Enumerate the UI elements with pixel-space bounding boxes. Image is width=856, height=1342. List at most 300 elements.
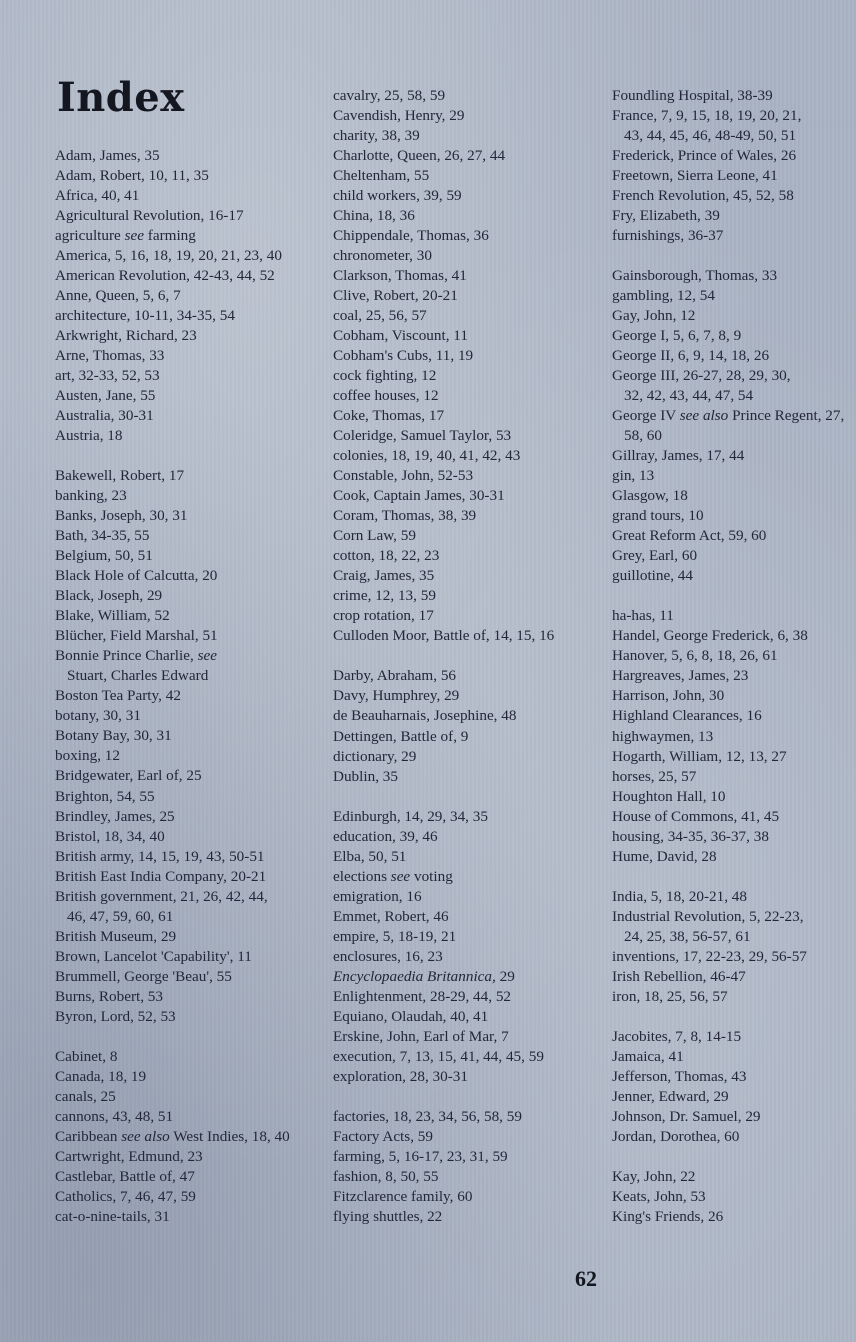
index-entry (55, 326, 325, 346)
index-entry (333, 1167, 603, 1187)
index-entry (55, 847, 325, 867)
index-entry (333, 346, 603, 366)
index-entry-text: Hargreaves, James, 23 (612, 667, 749, 685)
index-entry (612, 907, 856, 927)
index-entry (333, 727, 603, 747)
index-entry-text: ha-has, 11 (612, 607, 674, 625)
index-entry-text: Catholics, 7, 46, 47, 59 (55, 1187, 196, 1205)
index-entry-text: Elba, 50, 51 (333, 847, 407, 865)
index-entry (612, 1027, 856, 1047)
index-entry-text: Houghton Hall, 10 (612, 787, 726, 805)
index-entry-text: Hogarth, William, 12, 13, 27 (612, 747, 787, 765)
index-entry (55, 867, 325, 887)
index-entry (55, 466, 325, 486)
index-entry-text: Black Hole of Calcutta, 20 (55, 567, 218, 585)
index-column-3 (612, 86, 856, 1227)
index-entry (612, 266, 856, 286)
index-entry-text: botany, 30, 31 (55, 707, 141, 725)
index-cross-reference: see (124, 227, 144, 245)
index-entry (55, 306, 325, 326)
index-entry (333, 186, 603, 206)
index-entry-text: Industrial Revolution, 5, 22-23, (612, 907, 804, 925)
index-entry (333, 486, 603, 506)
index-entry (612, 366, 856, 386)
index-entry-text: Jacobites, 7, 8, 14-15 (612, 1027, 742, 1045)
index-entry (333, 1207, 603, 1227)
index-entry-text: horses, 25, 57 (612, 767, 697, 785)
index-entry (55, 346, 325, 366)
index-entry-text: Coke, Thomas, 17 (333, 407, 445, 425)
index-entry-text: factories, 18, 23, 34, 56, 58, 59 (333, 1107, 522, 1125)
index-entry (612, 1047, 856, 1067)
index-entry (333, 1127, 603, 1147)
index-entry-text: Clive, Robert, 20-21 (333, 287, 458, 305)
index-entry (333, 466, 603, 486)
index-entry-text: Adam, Robert, 10, 11, 35 (55, 167, 209, 185)
index-entry-text: Belgium, 50, 51 (55, 547, 153, 565)
index-entry-text: 58, 60 (624, 427, 662, 445)
index-entry-text: Agricultural Revolution, 16-17 (55, 207, 244, 225)
index-entry (333, 927, 603, 947)
index-entry-text: Bonnie Prince Charlie, (55, 647, 198, 665)
index-entry (333, 106, 603, 126)
index-entry-text: Dettingen, Battle of, 9 (333, 727, 469, 745)
index-entry-text: furnishings, 36-37 (612, 227, 724, 245)
index-entry-text: French Revolution, 45, 52, 58 (612, 187, 794, 205)
index-entry-continuation (612, 126, 856, 146)
index-entry (333, 626, 603, 646)
index-entry (333, 867, 603, 887)
index-entry-text: Foundling Hospital, 38-39 (612, 87, 773, 104)
index-entry-text: colonies, 18, 19, 40, 41, 42, 43 (333, 447, 521, 465)
index-entry (612, 626, 856, 646)
index-entry-text: Coram, Thomas, 38, 39 (333, 507, 477, 525)
index-entry (55, 486, 325, 506)
index-entry (612, 86, 856, 106)
index-entry (612, 506, 856, 526)
index-entry-text: agriculture (55, 227, 125, 245)
index-column-1 (55, 146, 325, 1227)
index-entry (333, 947, 603, 967)
index-entry (55, 726, 325, 746)
index-entry (612, 967, 856, 987)
index-entry-text: Arkwright, Richard, 23 (55, 327, 197, 345)
page-number: 62 (575, 1266, 597, 1291)
index-entry (55, 186, 325, 206)
index-entry (333, 226, 603, 246)
index-entry (55, 1007, 325, 1027)
index-entry (612, 306, 856, 326)
index-entry-text: Enlightenment, 28-29, 44, 52 (333, 987, 512, 1005)
index-entry (612, 1167, 856, 1187)
index-entry (612, 546, 856, 566)
index-entry (333, 386, 603, 406)
index-entry (55, 606, 325, 626)
index-entry-text: Fry, Elizabeth, 39 (612, 207, 720, 225)
index-entry-text: Brindley, James, 25 (55, 807, 175, 825)
index-entry-text: Gainsborough, Thomas, 33 (612, 267, 778, 285)
index-entry-text: Austria, 18 (55, 427, 123, 445)
index-entry (55, 746, 325, 766)
index-entry-text: China, 18, 36 (333, 207, 415, 225)
index-entry-text: George IV (612, 407, 680, 425)
index-entry (612, 1127, 856, 1147)
index-entry-text: Anne, Queen, 5, 6, 7 (55, 287, 181, 305)
index-entry-text: America, 5, 16, 18, 19, 20, 21, 23, 40 (55, 247, 282, 265)
index-entry-text: empire, 5, 18-19, 21 (333, 927, 457, 945)
index-entry (55, 827, 325, 847)
index-entry (333, 146, 603, 166)
index-entry (333, 747, 603, 767)
index-entry-text: Culloden Moor, Battle of, 14, 15, 16 (333, 627, 555, 645)
index-entry (55, 887, 325, 907)
index-entry-text: British government, 21, 26, 42, 44, (55, 887, 268, 905)
index-entry-text: guillotine, 44 (612, 567, 693, 585)
index-entry-text: education, 39, 46 (333, 827, 438, 845)
index-entry-text: dictionary, 29 (333, 747, 417, 765)
index-entry (333, 847, 603, 867)
index-entry-text: Frederick, Prince of Wales, 26 (612, 147, 797, 165)
index-entry-text: Dublin, 35 (333, 767, 398, 785)
index-cross-reference: see also (679, 407, 729, 425)
index-entry (612, 526, 856, 546)
index-entry (333, 266, 603, 286)
index-entry-text: Cobham, Viscount, 11 (333, 327, 468, 345)
index-entry (333, 406, 603, 426)
index-entry-text: Brummell, George 'Beau', 55 (55, 967, 232, 985)
index-entry (612, 1187, 856, 1207)
index-entry (55, 1087, 325, 1107)
index-entry (333, 206, 603, 226)
index-entry (55, 1147, 325, 1167)
index-entry-text: Johnson, Dr. Samuel, 29 (612, 1107, 761, 1125)
index-entry-text-rest: West Indies, 18, 40 (169, 1127, 290, 1145)
index-entry (333, 987, 603, 1007)
index-entry (612, 887, 856, 907)
index-entry (612, 987, 856, 1007)
index-entry-text: fashion, 8, 50, 55 (333, 1167, 439, 1185)
index-entry (55, 146, 325, 166)
index-entry-text: Cartwright, Edmund, 23 (55, 1147, 203, 1165)
index-entry-text: Hanover, 5, 6, 8, 18, 26, 61 (612, 647, 778, 665)
index-entry-text: Cobham's Cubs, 11, 19 (333, 347, 474, 365)
index-entry-text: grand tours, 10 (612, 507, 704, 525)
index-entry (55, 166, 325, 186)
index-entry-text: inventions, 17, 22-23, 29, 56-57 (612, 947, 807, 965)
index-entry-text: Gillray, James, 17, 44 (612, 447, 745, 465)
index-entry (612, 1087, 856, 1107)
index-entry-text: Chippendale, Thomas, 36 (333, 227, 489, 245)
index-entry-text: Corn Law, 59 (333, 527, 416, 545)
index-entry-text: Hume, David, 28 (612, 847, 717, 865)
index-entry (333, 586, 603, 606)
index-entry-continuation (612, 927, 856, 947)
index-entry-text: boxing, 12 (55, 747, 120, 765)
index-entry-text: Blake, William, 52 (55, 607, 170, 625)
index-entry-text: Caribbean (55, 1127, 122, 1145)
index-entry-text: Craig, James, 35 (333, 567, 435, 585)
index-entry-text: Gay, John, 12 (612, 307, 696, 325)
index-entry-text: architecture, 10-11, 34-35, 54 (55, 307, 235, 325)
index-entry-text: coal, 25, 56, 57 (333, 307, 427, 325)
index-entry-text: Equiano, Olaudah, 40, 41 (333, 1007, 489, 1025)
index-entry (55, 686, 325, 706)
index-entry (612, 747, 856, 767)
index-entry (333, 606, 603, 626)
page-title: Index (57, 74, 185, 121)
index-entry-text: King's Friends, 26 (612, 1207, 724, 1225)
index-entry-text: enclosures, 16, 23 (333, 947, 443, 965)
index-entry (55, 927, 325, 947)
index-entry-text: Blücher, Field Marshal, 51 (55, 627, 218, 645)
index-entry-text: Brighton, 54, 55 (55, 787, 155, 805)
index-entry (55, 787, 325, 807)
index-entry-text-rest: voting (410, 867, 453, 885)
index-entry (612, 326, 856, 346)
index-entry-text: elections (333, 867, 391, 885)
index-entry-text: Emmet, Robert, 46 (333, 907, 449, 925)
index-entry-text: British East India Company, 20-21 (55, 867, 267, 885)
index-entry (612, 847, 856, 867)
index-entry-text: Jamaica, 41 (612, 1047, 684, 1065)
index-entry-text: Constable, John, 52-53 (333, 467, 474, 485)
index-entry (55, 366, 325, 386)
index-entry-text: Banks, Joseph, 30, 31 (55, 507, 188, 525)
index-entry (612, 606, 856, 626)
index-cross-reference: see (390, 867, 411, 885)
index-entry-text: Jordan, Dorothea, 60 (612, 1127, 740, 1145)
index-entry (612, 166, 856, 186)
index-entry (333, 686, 603, 706)
index-entry-text: Harrison, John, 30 (612, 687, 725, 705)
index-entry-text: Irish Rebellion, 46-47 (612, 967, 746, 985)
index-entry-text: Jefferson, Thomas, 43 (612, 1067, 747, 1085)
index-entry-continuation (55, 666, 325, 686)
index-entry-text: Highland Clearances, 16 (612, 707, 762, 725)
index-entry (55, 206, 325, 226)
index-entry-text: highwaymen, 13 (612, 727, 714, 745)
index-entry-text: 32, 42, 43, 44, 47, 54 (624, 387, 754, 405)
index-entry-text: child workers, 39, 59 (333, 187, 462, 205)
index-entry-text: Cabinet, 8 (55, 1047, 118, 1065)
index-entry (333, 166, 603, 186)
index-entry-text: crime, 12, 13, 59 (333, 587, 436, 605)
index-entry (612, 706, 856, 726)
index-entry (612, 1107, 856, 1127)
index-entry (55, 246, 325, 266)
index-entry (612, 406, 856, 426)
index-entry (55, 706, 325, 726)
index-entry-text: Freetown, Sierra Leone, 41 (612, 167, 778, 185)
index-entry-text: Cheltenham, 55 (333, 167, 430, 185)
index-entry-text: Grey, Earl, 60 (612, 547, 698, 565)
index-entry-text: emigration, 16 (333, 887, 422, 905)
index-entry-text: India, 5, 18, 20-21, 48 (612, 887, 747, 905)
index-entry (55, 1047, 325, 1067)
index-entry-text: de Beauharnais, Josephine, 48 (333, 707, 517, 725)
index-entry (55, 967, 325, 987)
index-entry-text: gin, 13 (612, 467, 655, 485)
index-entry (55, 426, 325, 446)
index-entry (55, 646, 325, 666)
index-entry-text-rest: 29 (495, 967, 515, 985)
index-entry (333, 1147, 603, 1167)
index-entry-text: chronometer, 30 (333, 247, 432, 265)
index-entry (612, 727, 856, 747)
index-entry-text: Factory Acts, 59 (333, 1127, 433, 1145)
index-entry (55, 406, 325, 426)
index-entry-text: 43, 44, 45, 46, 48-49, 50, 51 (624, 127, 797, 145)
index-entry (55, 987, 325, 1007)
index-entry-text: Burns, Robert, 53 (55, 987, 163, 1005)
index-entry (333, 506, 603, 526)
index-entry-text: Fitzclarence family, 60 (333, 1187, 473, 1205)
index-entry-text: Africa, 40, 41 (55, 187, 140, 205)
index-entry (612, 206, 856, 226)
index-entry (333, 666, 603, 686)
index-entry-text: Boston Tea Party, 42 (55, 687, 181, 705)
index-entry (55, 766, 325, 786)
index-entry-text: gambling, 12, 54 (612, 287, 715, 305)
index-entry (333, 366, 603, 386)
index-entry-text: Bristol, 18, 34, 40 (55, 827, 165, 845)
index-entry-text: crop rotation, 17 (333, 607, 434, 625)
index-entry-text: Arne, Thomas, 33 (55, 347, 165, 365)
index-entry-text: American Revolution, 42-43, 44, 52 (55, 267, 275, 285)
index-entry (612, 226, 856, 246)
index-entry-text: Stuart, Charles Edward (67, 667, 209, 685)
index-entry (333, 126, 603, 146)
index-entry-text: Coleridge, Samuel Taylor, 53 (333, 427, 512, 445)
index-entry (612, 1207, 856, 1227)
index-entry-text: farming, 5, 16-17, 23, 31, 59 (333, 1147, 508, 1165)
index-entry-text: Cook, Captain James, 30-31 (333, 487, 505, 505)
index-entry-text: Davy, Humphrey, 29 (333, 687, 460, 705)
index-entry-text: House of Commons, 41, 45 (612, 807, 780, 825)
index-entry (612, 186, 856, 206)
index-entry-text: Bath, 34-35, 55 (55, 527, 150, 545)
index-entry-text: housing, 34-35, 36-37, 38 (612, 827, 769, 845)
index-entry-text: cavalry, 25, 58, 59 (333, 87, 446, 104)
index-entry (612, 807, 856, 827)
index-entry-text: Botany Bay, 30, 31 (55, 727, 172, 745)
index-entry (55, 526, 325, 546)
index-entry-text: British army, 14, 15, 19, 43, 50-51 (55, 847, 265, 865)
index-entry (55, 1167, 325, 1187)
index-entry (612, 146, 856, 166)
index-entry-text: Great Reform Act, 59, 60 (612, 527, 767, 545)
index-entry (333, 1067, 603, 1087)
index-entry-text: 24, 25, 38, 56-57, 61 (624, 927, 751, 945)
index-entry-text: Kay, John, 22 (612, 1167, 696, 1185)
index-entry (55, 546, 325, 566)
index-entry-text: George III, 26-27, 28, 29, 30, (612, 367, 791, 385)
index-entry (55, 506, 325, 526)
index-entry-text: Edinburgh, 14, 29, 34, 35 (333, 807, 488, 825)
index-entry (55, 1107, 325, 1127)
index-entry (612, 666, 856, 686)
index-entry (55, 807, 325, 827)
index-entry-text: exploration, 28, 30-31 (333, 1067, 468, 1085)
index-entry-continuation (612, 386, 856, 406)
index-entry (612, 686, 856, 706)
index-entry (333, 706, 603, 726)
index-entry (333, 286, 603, 306)
index-entry-text: cotton, 18, 22, 23 (333, 547, 440, 565)
index-cross-reference: Encyclopaedia Britannica, (333, 967, 496, 985)
index-entry-text: Austen, Jane, 55 (55, 387, 156, 405)
index-entry (333, 446, 603, 466)
index-entry (55, 1067, 325, 1087)
index-entry-text: banking, 23 (55, 487, 127, 505)
index-entry-text: Cavendish, Henry, 29 (333, 107, 465, 125)
index-entry (333, 907, 603, 927)
index-entry-text-rest: farming (143, 227, 196, 245)
index-entry (612, 947, 856, 967)
index-entry-text: Handel, George Frederick, 6, 38 (612, 627, 808, 645)
index-entry (55, 1127, 325, 1147)
index-entry (612, 827, 856, 847)
index-entry (612, 446, 856, 466)
index-entry (55, 626, 325, 646)
index-entry (612, 466, 856, 486)
index-entry-text: Byron, Lord, 52, 53 (55, 1007, 176, 1025)
index-entry (55, 266, 325, 286)
index-entry (333, 86, 603, 106)
index-entry (333, 767, 603, 787)
index-entry (333, 306, 603, 326)
index-entry (612, 787, 856, 807)
index-entry (333, 246, 603, 266)
index-entry (333, 967, 603, 987)
index-entry-text: France, 7, 9, 15, 18, 19, 20, 21, (612, 107, 802, 125)
index-entry-text: British Museum, 29 (55, 927, 177, 945)
index-entry (333, 1107, 603, 1127)
index-entry (55, 947, 325, 967)
index-entry-text: Keats, John, 53 (612, 1187, 706, 1205)
index-entry-text: Brown, Lancelot 'Capability', 11 (55, 947, 252, 965)
index-entry (55, 566, 325, 586)
index-entry (55, 226, 325, 246)
index-entry (612, 486, 856, 506)
index-entry-text: Black, Joseph, 29 (55, 587, 163, 605)
index-entry-text-rest: Prince Regent, 27, (728, 407, 845, 425)
index-entry (55, 1187, 325, 1207)
index-entry (55, 1207, 325, 1227)
index-entry (333, 1047, 603, 1067)
index-entry (333, 1007, 603, 1027)
index-entry-text: cock fighting, 12 (333, 367, 437, 385)
index-entry (55, 286, 325, 306)
index-entry (612, 767, 856, 787)
index-entry-continuation (612, 426, 856, 446)
index-column-2 (333, 86, 603, 1227)
index-entry-text: Charlotte, Queen, 26, 27, 44 (333, 147, 506, 165)
index-entry-text: Erskine, John, Earl of Mar, 7 (333, 1027, 509, 1045)
index-entry (333, 566, 603, 586)
index-entry-text: cannons, 43, 48, 51 (55, 1107, 174, 1125)
index-entry-text: George II, 6, 9, 14, 18, 26 (612, 347, 770, 365)
index-entry-text: flying shuttles, 22 (333, 1207, 443, 1225)
index-entry-text: cat-o-nine-tails, 31 (55, 1207, 170, 1225)
index-entry (333, 546, 603, 566)
index-entry-text: Clarkson, Thomas, 41 (333, 267, 467, 285)
index-entry-text: 46, 47, 59, 60, 61 (67, 907, 174, 925)
index-entry (612, 566, 856, 586)
index-entry (612, 346, 856, 366)
index-entry-text: Castlebar, Battle of, 47 (55, 1167, 195, 1185)
index-entry (333, 1187, 603, 1207)
